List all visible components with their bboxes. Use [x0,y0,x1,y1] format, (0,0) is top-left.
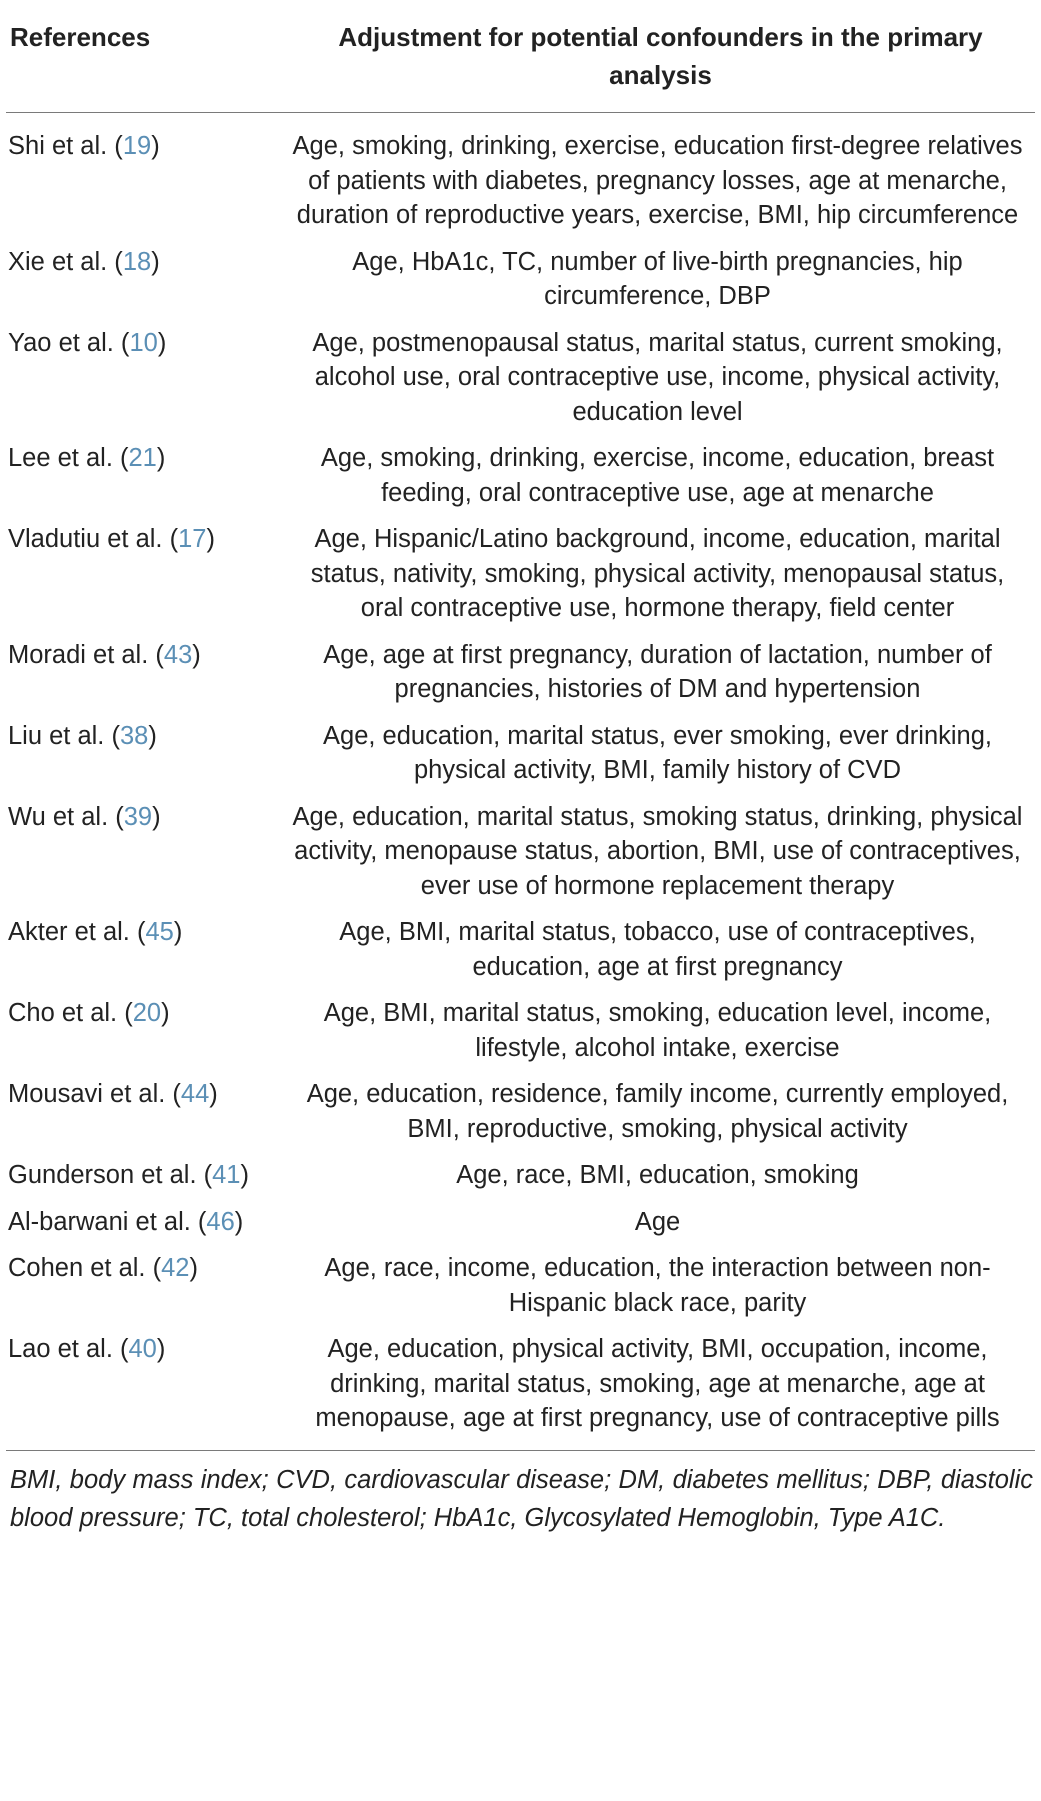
adjustment-cell: Age, education, marital status, ever smoking, ever drinking, physical activity, BMI, family history of CVD [323,721,992,784]
citation-link[interactable]: 17 [178,525,207,553]
reference-author: Moradi et al. ( [8,640,164,669]
reference-author: Lee et al. ( [8,444,129,472]
adjustment-cell: Age, education, physical activity, BMI, occupation, income, drinking, marital status, smoking, age at menarche, age at menopause, age at first pregnancy, use of contraceptive pills [315,1335,1000,1432]
reference-author: Gunderson et al. ( [8,1161,213,1189]
reference-cell [6,113,286,239]
reference-close-paren: ) [151,132,160,160]
citation-link[interactable]: 21 [128,444,157,472]
reference-cell [6,632,286,713]
reference-close-paren: ) [148,721,157,750]
reference-cell [6,516,286,632]
reference-cell [6,320,286,436]
reference-close-paren: ) [151,247,160,276]
table-header [6,0,1035,113]
reference-author: Cho et al. ( [8,999,133,1027]
header-references: References [6,0,286,113]
reference-close-paren: ) [152,802,161,831]
citation-link[interactable]: 38 [119,721,149,750]
citation-link[interactable]: 19 [122,132,152,160]
reference-cell [6,794,286,910]
reference-author: Xie et al. ( [8,247,123,276]
adjustment-cell: Age, smoking, drinking, exercise, income, education, breast feeding, oral contraceptive use, age at menarche [320,444,995,507]
table-row [6,794,1035,910]
adjustment-cell: Age, postmenopausal status, marital status, current smoking, alcohol use, oral contraceptive use, income, physical activity, education level [312,328,1003,426]
citation-link[interactable]: 41 [212,1161,241,1189]
adjustment-cell: Age [634,1207,681,1236]
table-row [6,113,1035,239]
reference-author: Cohen et al. ( [8,1254,162,1282]
reference-close-paren: ) [156,444,166,472]
reference-author: Lao et al. ( [8,1335,129,1363]
adjustment-cell: Age, education, marital status, smoking status, drinking, physical activity, menopause status, abortion, BMI, use of contraceptives, ever use of hormone replacement therapy [292,802,1023,900]
table-row [6,909,1035,990]
adjustment-cell: Age, race, income, education, the interaction between non-Hispanic black race, parity [324,1254,991,1317]
confounders-table [6,0,1035,1450]
adjustment-cell: Age, smoking, drinking, exercise, education first-degree relatives of patients with diabetes, pregnancy losses, age at menarche, duration of reproductive years, exercise, BMI, hip circumference [292,132,1023,229]
reference-close-paren: ) [157,328,167,357]
reference-close-paren: ) [161,999,170,1027]
adjustment-cell: Age, HbA1c, TC, number of live-birth pregnancies, hip circumference, DBP [352,247,963,310]
reference-author: Liu et al. ( [8,721,120,750]
adjustment-cell: Age, BMI, marital status, smoking, education level, income, lifestyle, alcohol intake, exercise [323,999,992,1062]
table-row [6,990,1035,1071]
citation-link[interactable]: 46 [206,1207,235,1236]
table-row [6,1199,1035,1246]
adjustment-cell: Age, BMI, marital status, tobacco, use of contraceptives, education, age at first pregnancy [339,918,976,981]
table-row [6,632,1035,713]
adjustment-cell: Age, Hispanic/Latino background, income, education, marital status, nativity, smoking, physical activity, menopausal status, oral contraceptive use, hormone therapy, field center [310,525,1005,622]
citation-link[interactable]: 18 [122,247,152,276]
reference-cell [6,239,286,320]
reference-cell [6,1199,286,1246]
table-row [6,1071,1035,1152]
header-row [6,0,1035,113]
reference-close-paren: ) [240,1161,249,1189]
citation-link[interactable]: 42 [161,1254,190,1282]
reference-author: Vladutiu et al. ( [8,525,179,553]
reference-cell [6,909,286,990]
table-row [6,239,1035,320]
table-footnote: BMI, body mass index; CVD, cardiovascular disease; DM, diabetes mellitus; DBP, diastolic blood pressure; TC, total cholesterol; HbA1c, Glycosylated Hemoglobin, Type A1C. [6,1450,1035,1537]
reference-cell [6,1071,286,1152]
reference-author: Mousavi et al. ( [8,1080,181,1108]
adjustment-cell: Age, age at first pregnancy, duration of lactation, number of pregnancies, histories of DM and hypertension [323,640,992,703]
reference-author: Shi et al. ( [8,132,123,160]
citation-link[interactable]: 40 [128,1335,157,1363]
table-row [6,1152,1035,1199]
adjustment-cell: Age, race, BMI, education, smoking [456,1161,859,1189]
table-row [6,1245,1035,1326]
reference-cell [6,1245,286,1326]
reference-close-paren: ) [192,640,201,669]
citation-link[interactable]: 45 [145,918,174,946]
table-row [6,435,1035,516]
reference-cell [6,990,286,1071]
citation-link[interactable]: 43 [163,640,193,669]
citation-link[interactable]: 44 [180,1080,210,1108]
table-row [6,516,1035,632]
table-row [6,320,1035,436]
citation-link[interactable]: 39 [123,802,153,831]
reference-close-paren: ) [209,1080,218,1108]
reference-author: Akter et al. ( [8,918,146,946]
reference-close-paren: ) [206,525,215,553]
reference-author: Yao et al. ( [8,328,130,357]
reference-cell [6,1326,286,1450]
table-row [6,1326,1035,1450]
citation-link[interactable]: 20 [132,999,162,1027]
reference-close-paren: ) [173,918,183,946]
table-row [6,713,1035,794]
table-body [6,113,1035,1450]
reference-cell [6,435,286,516]
citation-link[interactable]: 10 [129,328,158,357]
reference-close-paren: ) [189,1254,198,1282]
adjustment-cell: Age, education, residence, family income, currently employed, BMI, reproductive, smoking, physical activity [306,1080,1009,1143]
reference-author: Wu et al. ( [8,802,124,831]
reference-close-paren: ) [156,1335,166,1363]
reference-author: Al-barwani et al. ( [8,1207,207,1236]
reference-cell [6,713,286,794]
reference-close-paren: ) [234,1207,244,1236]
reference-cell [6,1152,286,1199]
header-adjustment: Adjustment for potential confounders in the primary analysis [286,0,1035,113]
